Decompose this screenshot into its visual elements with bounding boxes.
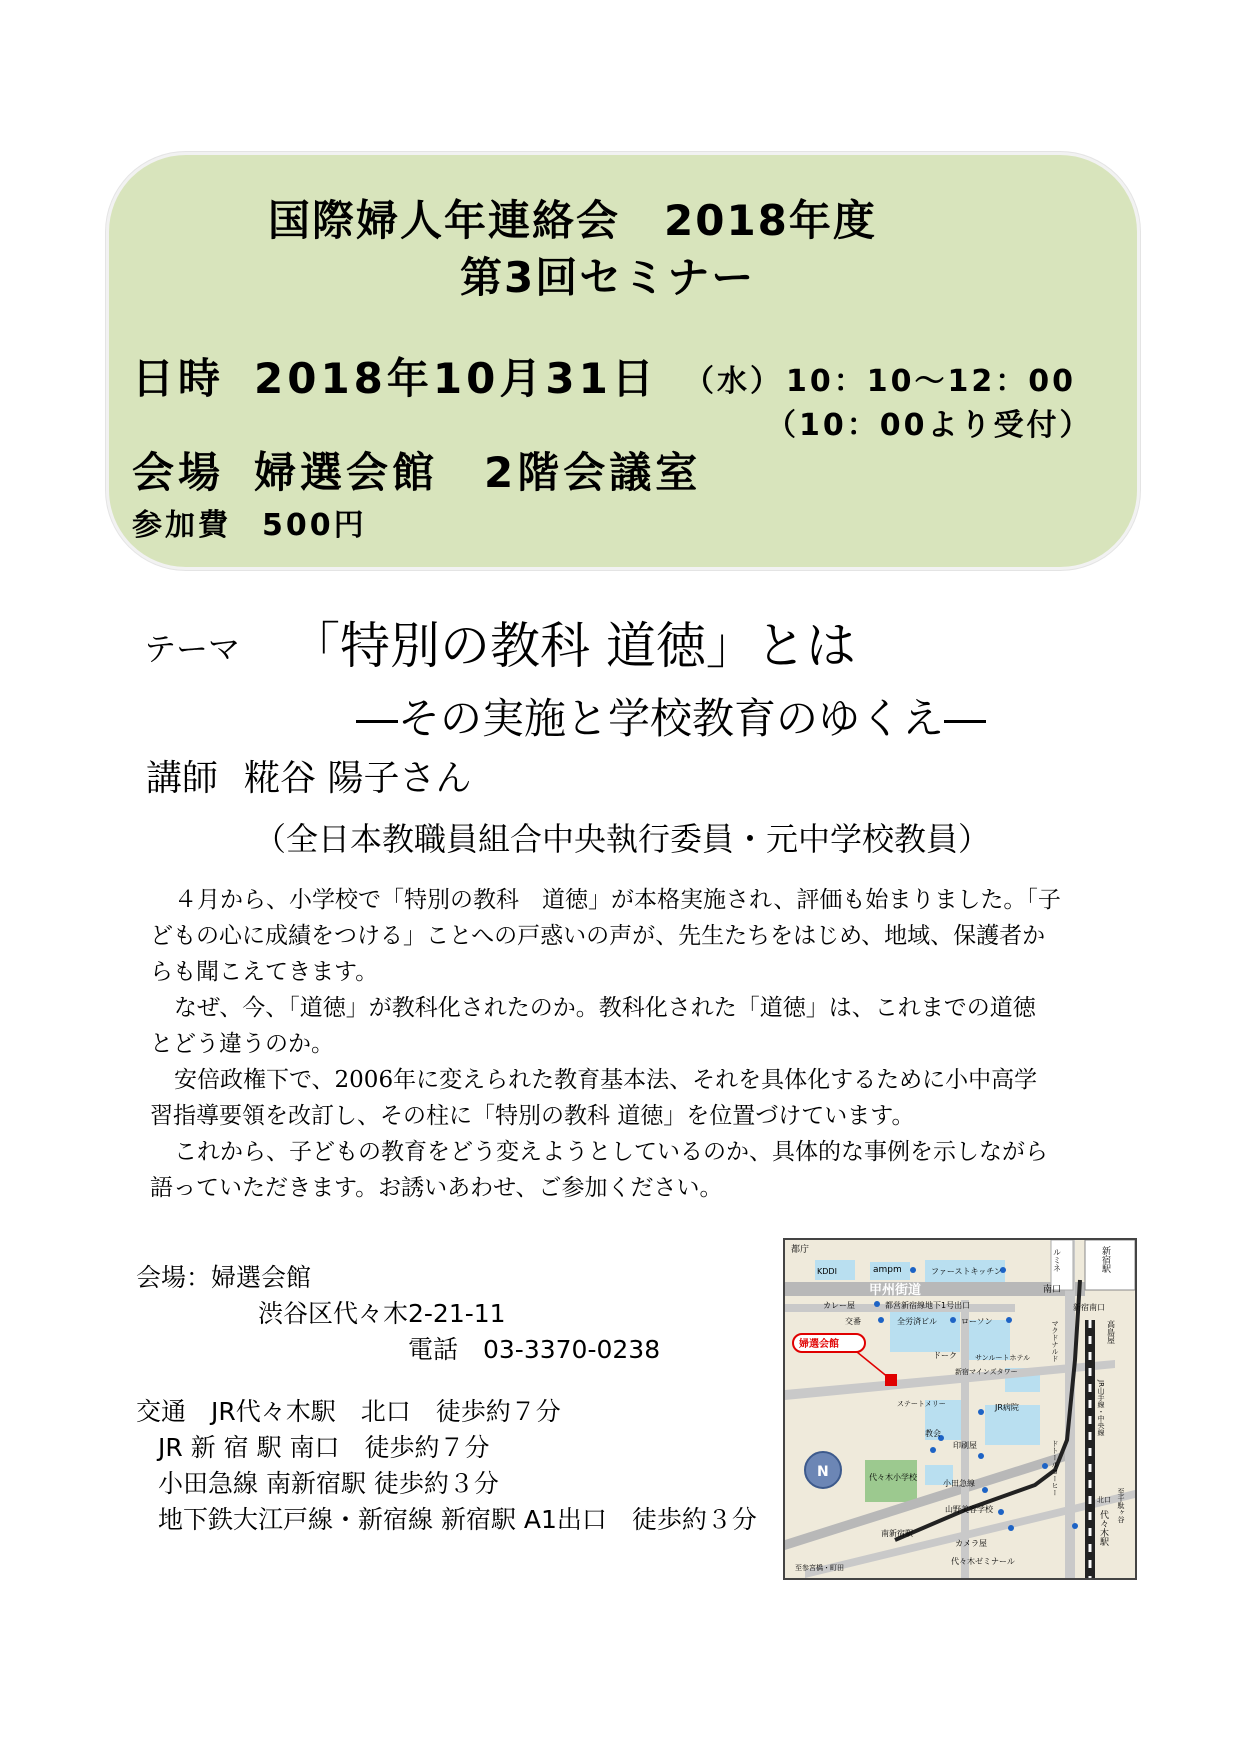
access-address: 渋谷区代々木2-21-11 [258, 1299, 506, 1328]
svg-text:N: N [817, 1464, 829, 1480]
map-label: ルミネ [1052, 1248, 1062, 1272]
transport-line: 小田急線 南新宿駅 徒歩約３分 [158, 1469, 499, 1498]
lecturer-name: 糀谷 陽子さん [244, 758, 472, 799]
access-phone: 電話 03-3370-0238 [408, 1335, 661, 1364]
event-date: 2018年10月31日 [254, 354, 658, 403]
map-label: 新宿南口 [1073, 1303, 1105, 1312]
datetime-label: 日時 [132, 354, 225, 403]
map-label: カメラ屋 [955, 1539, 987, 1548]
reception-time: （10：00より受付） [766, 408, 1093, 443]
theme-subtitle: ―その実施と学校教育のゆくえ― [356, 694, 987, 743]
theme-title: 「特別の教科 道徳」とは [290, 617, 856, 675]
map-label: 南新宿駅 [881, 1529, 913, 1538]
lecturer-affiliation: （全日本教職員組合中央執行委員・元中学校教員） [254, 820, 991, 858]
map-label: ドトールコーヒー [1051, 1440, 1059, 1496]
fee-label: 参加費 [132, 508, 231, 543]
map-label: JR病院 [995, 1403, 1019, 1412]
map-label: 新宿マインズタワー [955, 1368, 1018, 1376]
map-label: ドーク [933, 1351, 957, 1360]
map-label: 至千駄ヶ谷 [1117, 1488, 1125, 1523]
map-label: カレー屋 [823, 1301, 855, 1310]
body-line: ４月から、小学校で「特別の教科 道徳」が本格実施され、評価も始まりました。「子 [174, 887, 1061, 913]
transport-line: 地下鉄大江戸線・新宿線 新宿駅 A1出口 徒歩約３分 [158, 1505, 757, 1534]
body-line: これから、子どもの教育をどう変えようとしているのか、具体的な事例を示しながら [174, 1139, 1048, 1165]
access-map [783, 1238, 1137, 1580]
map-label: 都営新宿線地下1号出口 [885, 1301, 971, 1310]
theme-label: テーマ [144, 630, 241, 668]
map-label: ampm [873, 1265, 902, 1275]
lecturer-label: 講師 [146, 758, 219, 799]
map-fusen-marker [885, 1374, 897, 1386]
event-time: 10：10～12：00 [786, 364, 1076, 399]
map-label: 新宿駅 [1100, 1246, 1110, 1273]
body-line: どもの心に成績をつける」ことへの戸惑いの声が、先生たちをはじめ、地域、保護者か [150, 923, 1046, 949]
map-label: JR山手線・中央線 [1097, 1380, 1105, 1436]
map-label: ファーストキッチン [931, 1267, 1002, 1276]
map-label: 山野美容学校 [945, 1505, 993, 1514]
seminar-title: 国際婦人年連絡会 2018年度 [268, 196, 877, 245]
body-line: 安倍政権下で、2006年に変えられた教育基本法、それを具体化するために小中高学 [174, 1067, 1038, 1093]
access-venue: 会場：婦選会館 [136, 1263, 312, 1292]
venue-label: 会場 [132, 448, 225, 497]
map-label: 至参宮橋・町田 [795, 1564, 844, 1572]
map-label: 北口 [1097, 1496, 1111, 1504]
map-label: 全労済ビル [897, 1317, 937, 1326]
venue-name: 婦選会館 2階会議室 [254, 448, 702, 497]
map-label: ローソン [961, 1317, 993, 1326]
map-label: 教会 [925, 1429, 941, 1438]
map-label: 南口 [1043, 1285, 1062, 1295]
map-label: 甲州街道 [869, 1283, 922, 1298]
transport-line: 交通 JR代々木駅 北口 徒歩約７分 [136, 1397, 561, 1426]
map-label: 代々木小学校 [869, 1473, 917, 1482]
map-label: 婦選会館 [799, 1339, 839, 1350]
map-label: 高島屋 [1106, 1320, 1116, 1344]
map-building-block [890, 1306, 960, 1352]
map-label: サンルートホテル [975, 1354, 1031, 1362]
map-label: KDDI [817, 1267, 837, 1276]
map-label: 代々木ゼミナール [951, 1557, 1015, 1566]
map-shinjuku-station-box [1085, 1240, 1135, 1290]
map-label: 小田急線 [943, 1479, 975, 1488]
map-label: 印刷屋 [953, 1441, 977, 1450]
body-line: らも聞こえてきます。 [150, 959, 379, 985]
body-line: 習指導要領を改訂し、その柱に「特別の教科 道徳」を位置づけています。 [150, 1103, 915, 1129]
map-label: 代々木駅 [1098, 1510, 1108, 1546]
map-label: 交番 [845, 1317, 861, 1326]
transport-line: JR 新 宿 駅 南口 徒歩約７分 [158, 1433, 490, 1462]
event-weekday: （水） [684, 364, 783, 399]
body-line: なぜ、今、「道徳」が教科化されたのか。教科化された「道徳」は、これまでの道徳 [174, 995, 1036, 1021]
map-label: ステートメリー [897, 1400, 946, 1408]
map-label: 都庁 [791, 1245, 810, 1255]
map-label: マクドナルド [1051, 1320, 1059, 1362]
seminar-number: 第3回セミナー [460, 253, 756, 302]
body-line: とどう違うのか。 [150, 1031, 334, 1057]
body-line: 語っていただきます。お誘いあわせ、ご参加ください。 [150, 1175, 723, 1201]
map-road-vertical [961, 1300, 969, 1578]
map-road-koshu [785, 1282, 1085, 1296]
fee-amount: 500円 [262, 508, 367, 543]
